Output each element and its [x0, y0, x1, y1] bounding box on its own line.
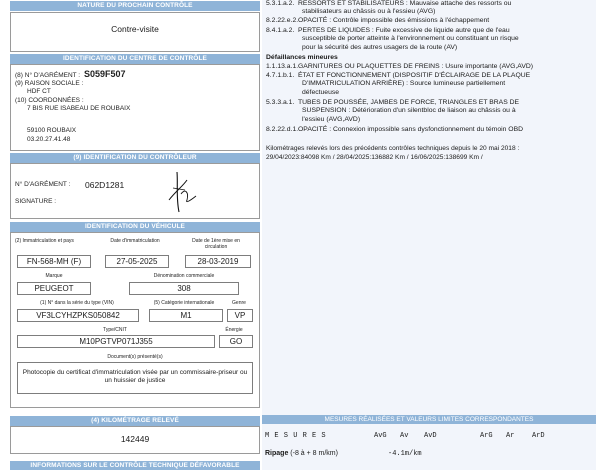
col-arg: ArG — [480, 432, 493, 440]
centre-header: IDENTIFICATION DU CENTRE DE CONTRÔLE — [10, 54, 260, 64]
defect-text: OPACITÉ : Contrôle impossible des émissions à l'échappement — [298, 17, 490, 24]
col-avd: AvD — [424, 432, 437, 440]
date-mise-caption: Date de 1ère mise en circulation — [192, 238, 240, 250]
defect-text: ÉTAT ET FONCTIONNEMENT (DISPOSITIF D'ÉCLAIRAGE DE LA PLAQUE — [298, 72, 531, 79]
centre-agrement-label: (8) N° D'AGRÉMENT : — [15, 72, 81, 79]
mesures-label: M E S U R E S — [265, 432, 327, 440]
denomination-caption: Dénomination commerciale — [153, 273, 215, 279]
ripage-limits: (-8 à + 8 m/km) — [290, 450, 338, 457]
documents-caption: Document(s) présenté(s) — [107, 354, 163, 360]
centre-box — [10, 64, 260, 151]
raison-sociale-value: HDF CT — [27, 88, 51, 95]
categorie-field: M1 — [149, 309, 223, 322]
date-mise-circulation-field: 28-03-2019 — [185, 255, 251, 268]
kilometrage-box — [10, 426, 260, 454]
defect-code: 8.2.22.e.2. — [266, 17, 299, 24]
col-avg: AvG — [374, 432, 387, 440]
signature-image — [163, 170, 199, 214]
genre-field: VP — [227, 309, 253, 322]
defect-text-cont: susceptible de porter atteinte à l'environnement ou constituant un risque — [302, 35, 519, 42]
defect-text: PERTES DE LIQUIDES : Fuite excessive de liquide autre que de l'eau — [298, 27, 510, 34]
defect-text: TUBES DE POUSSÉE, JAMBES DE FORCE, TRIANGLES ET BRAS DE — [298, 99, 520, 106]
centre-agrement-value: S059F507 — [83, 69, 126, 79]
defect-code: 4.7.1.b.1. — [266, 72, 295, 79]
defect-code: 1.1.13.a.1. — [266, 63, 299, 70]
controleur-box — [10, 163, 260, 219]
date-immatriculation-field: 27-05-2025 — [105, 255, 169, 268]
km-history-note: Kilométrages relevés lors des précédents contrôles techniques depuis le 20 mai 2018 : — [266, 145, 520, 152]
denomination-field: 308 — [129, 282, 239, 295]
defect-text-cont: stabilisateurs au châssis ou à l'essieu (AVG) — [302, 8, 436, 15]
defect-code: 5.3.3.a.1. — [266, 99, 295, 106]
phone-number: 03.20.27.41.48 — [27, 136, 71, 143]
type-caption: Type/CNIT — [103, 327, 127, 333]
col-ar: Ar — [506, 432, 515, 440]
kilometrage-header: (4) KILOMÉTRAGE RELEVÉ — [10, 416, 260, 426]
mesures-header: MESURES RÉALISÉES ET VALEURS LIMITES CORRESPONDANTES — [262, 415, 596, 424]
raison-sociale-label: (9) RAISON SOCIALE : — [15, 80, 84, 87]
controleur-agrement-label: N° D'AGRÉMENT : — [15, 181, 71, 188]
defect-text-cont: défectueuse — [302, 89, 340, 96]
ripage-label: Ripage — [265, 450, 289, 457]
defect-code: 5.3.1.a.2. — [266, 0, 295, 7]
address-line-1: 7 BIS RUE ISABEAU DE ROUBAIX — [27, 105, 131, 112]
defect-text: GARNITURES OU PLAQUETTES DE FREINS : Usure importante (AVG,AVD) — [298, 63, 534, 70]
immatriculation-field: FN-568-MH (F) — [17, 255, 91, 268]
marque-field: PEUGEOT — [17, 282, 91, 295]
defect-code: 8.2.22.d.1. — [266, 126, 299, 133]
type-cnit-field: M10PGTVP071J355 — [17, 335, 215, 348]
immat-caption: (2) Immatriculation et pays — [15, 238, 74, 244]
right-column — [262, 0, 596, 470]
left-column — [10, 0, 260, 470]
coordonnees-label: (10) COORDONNÉES : — [15, 97, 84, 104]
defect-text-cont: SUSPENSION : Détérioration d'un silentbloc de liaison au châssis ou à — [302, 107, 516, 114]
defect-code: 8.4.1.a.2. — [266, 27, 295, 34]
mineures-title: Défaillances mineures — [266, 54, 338, 61]
vehicule-header: IDENTIFICATION DU VÉHICULE — [10, 222, 260, 232]
prochain-controle-box — [10, 12, 260, 52]
vehicule-box — [10, 232, 260, 408]
defect-text-cont: l'essieu (AVG,AVD) — [302, 116, 361, 123]
defect-text: OPACITÉ : Connexion impossible sans dysfonctionnement du témoin OBD — [298, 126, 524, 133]
col-av: Av — [400, 432, 409, 440]
date-immat-caption: Date d'immatriculation — [110, 238, 160, 244]
documents-field: Photocopie du certificat d'immatriculation visée par un commissaire-priseur ou un huissier de justice — [17, 362, 253, 394]
genre-caption: Genre — [232, 300, 246, 306]
energie-field: GO — [219, 335, 253, 348]
vin-field: VF3LCYHZPKS050842 — [17, 309, 139, 322]
defect-text-cont: pour la sécurité des autres usagers de la route (AV) — [302, 44, 458, 51]
energie-caption: Énergie — [225, 327, 243, 333]
marque-caption: Marque — [45, 273, 63, 279]
prochain-controle-value: Contre-visite — [111, 24, 159, 34]
defect-text-cont: D'IMMATRICULATION ARRIÈRE) : Source lumineuse partiellement — [302, 80, 506, 87]
ripage-value: -4.1m/km — [388, 450, 422, 458]
address-line-2: 59100 ROUBAIX — [27, 127, 77, 134]
categorie-caption: (5) Catégorie internationale — [153, 300, 215, 306]
vin-caption: (1) N° dans la série du type (VIN) — [40, 300, 114, 306]
informations-header: INFORMATIONS SUR LE CONTRÔLE TECHNIQUE DÉFAVORABLE — [10, 461, 260, 470]
controleur-agrement-value: 062D1281 — [85, 180, 125, 190]
ripage-row — [265, 450, 338, 457]
kilometrage-value: 142449 — [120, 434, 150, 444]
controleur-header: (9) IDENTIFICATION DU CONTRÔLEUR — [10, 153, 260, 163]
prochain-controle-header: NATURE DU PROCHAIN CONTRÔLE — [10, 1, 260, 11]
signature-label: SIGNATURE : — [15, 198, 57, 205]
defect-text: RESSORTS ET STABILISATEURS : Mauvaise attache des ressorts ou — [298, 0, 512, 7]
col-ard: ArD — [532, 432, 545, 440]
km-history-values: 29/04/2023:84098 Km / 28/04/2025:136882 Km / 16/06/2025:138699 Km / — [266, 154, 483, 161]
